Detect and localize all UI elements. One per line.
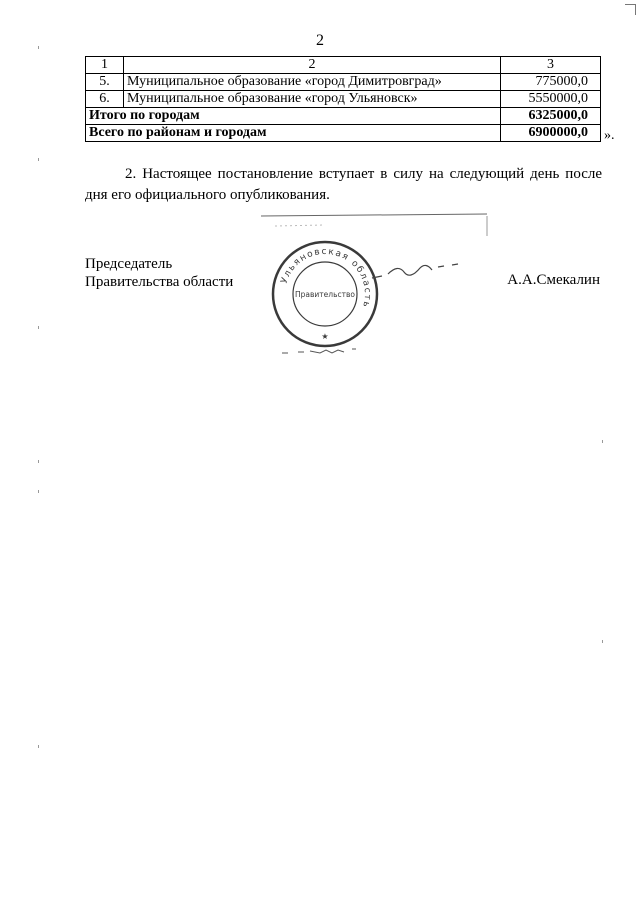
row-number: 6. — [86, 91, 124, 108]
margin-mark — [38, 326, 39, 329]
seal-center-text: Правительство — [295, 290, 355, 299]
margin-mark — [38, 460, 39, 463]
margin-mark — [38, 745, 39, 748]
row-name: Муниципальное образование «город Димитровград» — [124, 74, 501, 91]
corner-mark — [625, 4, 636, 15]
signer-title-line: Правительства области — [85, 274, 234, 290]
header-cell: 2 — [124, 57, 501, 74]
budget-table — [85, 56, 601, 142]
stamp-trace-mark — [280, 345, 390, 359]
margin-mark — [602, 640, 603, 643]
stamp-trace-mark — [255, 208, 495, 238]
total-row-cities — [86, 108, 601, 125]
page-number: 2 — [316, 32, 324, 49]
table-header-row — [86, 57, 601, 74]
header-cell: 1 — [86, 57, 124, 74]
total-amount: 6325000,0 — [501, 108, 601, 125]
total-label: Итого по городам — [86, 108, 501, 125]
official-seal — [270, 239, 380, 349]
signer-title — [85, 255, 233, 291]
closing-quote: ». — [604, 128, 615, 143]
margin-mark — [602, 440, 603, 443]
signer-title-line: Председатель — [85, 256, 173, 272]
table-row — [86, 74, 601, 91]
row-number: 5. — [86, 74, 124, 91]
clause-2-text: 2. Настоящее постановление вступает в силу на следующий день после дня его официального опубликования. — [85, 166, 602, 203]
signer-name: А.А.Смекалин — [507, 272, 600, 288]
total-label: Всего по районам и городам — [86, 125, 501, 142]
row-amount: 5550000,0 — [501, 91, 601, 108]
signature-scribble — [368, 258, 468, 288]
seal-outer-text: Ульяновская область — [279, 246, 373, 310]
row-name: Муниципальное образование «город Ульяновск» — [124, 91, 501, 108]
header-cell: 3 — [501, 57, 601, 74]
total-row-all — [86, 125, 601, 142]
margin-mark — [38, 490, 39, 493]
margin-mark — [38, 158, 39, 161]
table-row — [86, 91, 601, 108]
row-amount: 775000,0 — [501, 74, 601, 91]
seal-star-icon: ★ — [321, 332, 329, 341]
total-amount: 6900000,0 — [501, 125, 601, 142]
